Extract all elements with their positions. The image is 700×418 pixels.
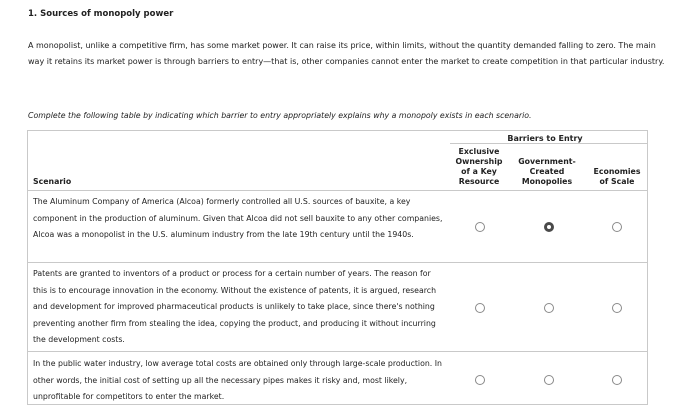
scenario-text-1: The Aluminum Company of America (Alcoa) formerly controlled all U.S. sources of bauxite, a key component in the production of aluminum. Given that Alcoa did not sell bauxite to any other companies, Alcoa was a monopolist in the U.S. aluminum industry from the late 19th century until the 1940s.	[33, 197, 443, 239]
instructions: Complete the following table by indicating which barrier to entry appropriately explains why a monopoly exists in each scenario.	[28, 111, 532, 120]
barriers-header: Barriers to Entry	[507, 134, 583, 143]
scenario-text-3: In the public water industry, low average total costs are obtained only through large-scale production. In other words, the initial cost of setting up all the necessary pipes makes it risky and, most likely, unprofitable for competitors to enter the market.	[33, 359, 442, 401]
col-government-monopolies: Government- Created Monopolies	[518, 157, 576, 186]
radio-row2-exclusive-ownership[interactable]	[475, 303, 485, 313]
col-economies-of-scale: Economies of Scale	[593, 167, 641, 186]
radio-row3-government-monopolies[interactable]	[544, 375, 554, 385]
radio-row1-exclusive-ownership[interactable]	[475, 222, 485, 232]
radio-row2-economies-of-scale[interactable]	[612, 303, 622, 313]
col-exclusive-ownership: Exclusive Ownership of a Key Resource	[455, 147, 503, 186]
radio-row1-government-monopolies[interactable]	[544, 222, 554, 232]
section-title: 1. Sources of monopoly power	[28, 9, 174, 19]
radio-row1-economies-of-scale[interactable]	[612, 222, 622, 232]
radio-row2-government-monopolies[interactable]	[544, 303, 554, 313]
radio-row3-exclusive-ownership[interactable]	[475, 375, 485, 385]
scenario-text-2: Patents are granted to inventors of a product or process for a certain number of years. The reason for this is to encourage innovation in the economy. Without the existence of patents, it is argued, research and development for improved pharmaceutical products is unlikely to take place, since there's nothing preventing another firm from stealing the idea, copying the product, and producing it without incurring the development costs.	[33, 269, 437, 344]
intro-paragraph: A monopolist, unlike a competitive firm, has some market power. It can raise its price, within limits, without the quantity demanded falling to zero. The main way it retains its market power is through barriers to entry—that is, other companies cannot enter the market to create competition in that particular industry.	[28, 41, 665, 66]
radio-row3-economies-of-scale[interactable]	[612, 375, 622, 385]
scenario-header: Scenario	[33, 177, 72, 186]
